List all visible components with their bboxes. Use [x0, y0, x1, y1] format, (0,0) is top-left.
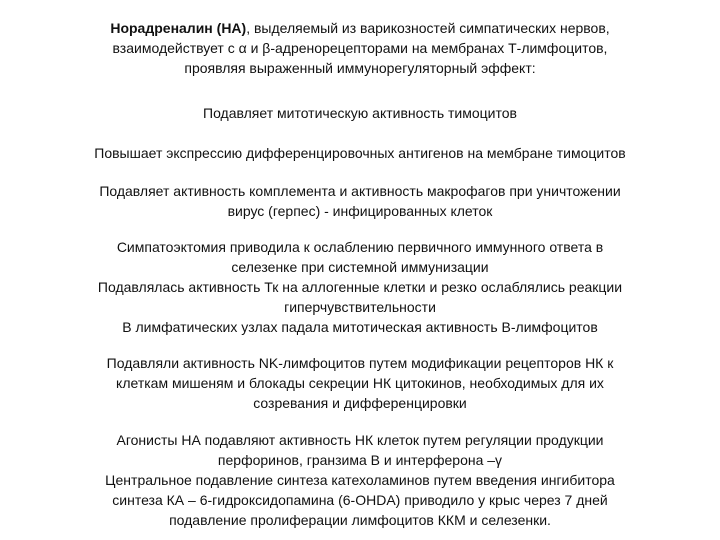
intro-line-1-rest: , выделяемый из варикозностей симпатических нервов,	[246, 20, 610, 36]
effect-line: Подавляет митотическую активность тимоцитов	[203, 105, 517, 121]
effect-line: подавление пролиферации лимфоцитов ККМ и селезенки.	[169, 512, 551, 528]
effect-block-2	[20, 143, 700, 163]
effect-line: созревания и дифференцировки	[253, 395, 467, 411]
intro-paragraph	[20, 18, 700, 78]
effect-line: клеткам мишеням и блокады секреции НК цитокинов, необходимых для их	[116, 375, 604, 391]
intro-line-3: проявляя выраженный иммунорегуляторный эффект:	[184, 60, 536, 76]
effect-block-5	[20, 353, 700, 413]
effect-line: синтеза КА – 6-гидроксидопамина (6-ОНDA) приводило у крыс через 7 дней	[112, 492, 608, 508]
effect-line: Повышает экспрессию дифференцировочных антигенов на мембране тимоцитов	[94, 145, 626, 161]
effect-line: Агонисты НА подавляют активность НК клеток путем регуляции продукции	[116, 432, 604, 448]
effect-line: перфоринов, гранзима В и интерферона –γ	[217, 452, 503, 468]
effect-block-1	[20, 103, 700, 123]
effect-line: Симпатоэктомия приводила к ослаблению первичного иммунного ответа в	[116, 239, 604, 255]
effect-block-3	[20, 181, 700, 221]
intro-line-2: взаимодействует с α и β-адренорецепторами на мембранах Т-лимфоцитов,	[112, 40, 608, 56]
effect-line: селезенке при системной иммунизации	[231, 259, 489, 275]
effect-block-4	[20, 237, 700, 337]
effect-line: Подавлялась активность Тк на аллогенные клетки и резко ослаблялись реакции	[97, 279, 623, 295]
intro-line-1	[20, 18, 700, 38]
effect-line: Подавляет активность комплемента и активность макрофагов при уничтожении	[99, 183, 621, 199]
effect-block-6	[20, 430, 700, 530]
effect-line: вирус (герпес) - инфицированных клеток	[227, 203, 493, 219]
effect-line: Подавляли активность NK-лимфоцитов путем модификации рецепторов НК к	[106, 355, 614, 371]
effect-line: гиперчувствительности	[284, 299, 436, 315]
effect-line: Центральное подавление синтеза катехоламинов путем введения ингибитора	[105, 472, 615, 488]
effect-line: В лимфатических узлах падала митотическая активность В-лимфоцитов	[122, 319, 598, 335]
intro-term: Норадреналин (НА)	[110, 20, 247, 36]
